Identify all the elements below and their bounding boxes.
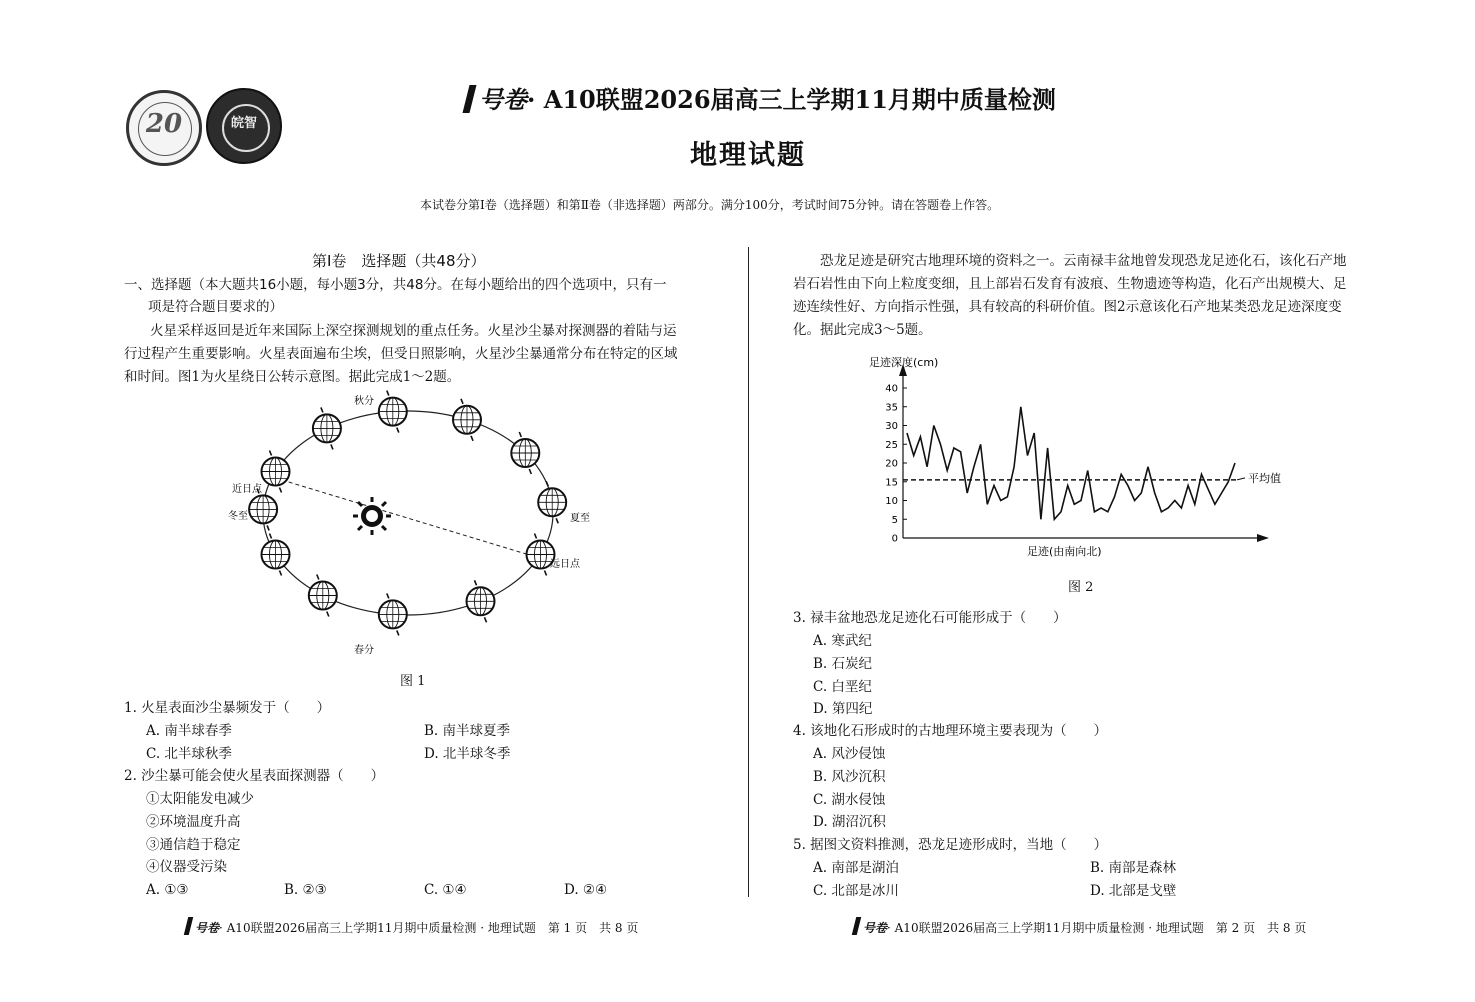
q1-option-a: A. 南半球春季 [146,723,232,739]
brand-name: 号卷 [479,85,527,114]
brand-mark-icon [463,85,477,113]
mars-globe-icon [313,407,341,449]
instruction-line-1: 一、选择题（本大题共16小题，每小题3分，共48分。在每小题给出的四个选项中，只有一 [124,277,667,293]
page-footer-left: 号卷· A10联盟2026届高三上学期11月期中质量检测 · 地理试题 第 1 页 共 8 页 [186,917,638,936]
q2-statement-2: ②环境温度升高 [146,814,241,830]
passage-line: 火星采样返回是近年来国际上深空探测规划的重点任务。火星沙尘暴对探测器的着陆与运 [150,323,677,339]
anniversary-seal: 20 [126,90,202,166]
q2-option-b: B. ②③ [284,882,327,898]
q1-option-b: B. 南半球夏季 [424,723,511,739]
q5-stem: 5. 据图文资料推测，恐龙足迹形成时，当地（ ） [793,837,1108,853]
x-axis-label: 足迹(由南向北) [1027,545,1102,558]
y-tick-label: 25 [885,439,898,451]
education-seal: 皖智 [206,88,282,164]
passage-line: 岩石岩性由下向上粒度变细，且上部岩石发育有波痕、生物遗迹等构造，化石产出规模大、足 [793,276,1347,292]
q4-option-a: A. 风沙侵蚀 [813,746,886,762]
exam-title: 号卷· A10联盟2026届高三上学期11月期中质量检测 [466,80,1056,115]
q3-option-b: B. 石炭纪 [813,656,873,672]
label-winter-solstice: 冬至 [228,511,248,522]
y-axis-label: 足迹深度(cm) [869,356,939,369]
mars-globe-icon [511,432,539,474]
mars-globe-icon [309,575,337,617]
label-aphelion: 远日点 [550,559,580,570]
q3-option-a: A. 寒武纪 [813,633,872,649]
mars-globe-icon [262,534,290,576]
y-tick-label: 0 [891,533,898,545]
mars-globe-icon [379,391,407,433]
figure1-caption: 图 1 [400,674,426,689]
mean-leader [1237,478,1245,480]
q5-option-b: B. 南部是森林 [1090,860,1177,876]
mars-globe-icon [467,580,495,622]
figure2-caption: 图 2 [1068,580,1094,595]
passage-line: 化。据此完成3～5题。 [793,322,932,338]
passage-line: 行过程产生重要影响。火星表面遍布尘埃，但受日照影响，火星沙尘暴通常分布在特定的区域 [124,346,678,362]
mars-globe-icon [538,481,566,523]
column-divider [748,247,749,897]
section-title: 第Ⅰ卷 选择题（共48分） [312,252,486,270]
q2-statement-3: ③通信趋于稳定 [146,837,241,853]
label-perihelion: 近日点 [232,484,262,495]
q2-option-c: C. ①④ [424,882,467,898]
mars-globe-icon [262,451,290,493]
y-tick-label: 10 [885,496,898,507]
q3-option-c: C. 白垩纪 [813,679,872,695]
q5-option-a: A. 南部是湖泊 [813,860,899,876]
q3-stem: 3. 禄丰盆地恐龙足迹化石可能形成于（ ） [793,610,1067,626]
x-axis-arrow-icon [1257,534,1269,542]
q3-option-d: D. 第四纪 [813,701,873,717]
series-line [907,407,1235,520]
mars-globe-icon [453,399,481,441]
y-tick-label: 20 [885,458,898,470]
q4-option-c: C. 湖水侵蚀 [813,792,886,808]
q4-option-b: B. 风沙沉积 [813,769,886,785]
label-spring-equinox: 春分 [354,645,374,656]
label-summer-solstice: 夏至 [570,513,590,524]
q4-option-d: D. 湖沼沉积 [813,814,886,830]
mars-globe-icon [379,593,407,635]
apsis-line [282,480,546,560]
q4-stem: 4. 该地化石形成时的古地理环境主要表现为（ ） [793,723,1108,739]
passage-line: 恐龙足迹是研究古地理环境的资料之一。云南禄丰盆地曾发现恐龙足迹化石，该化石产地 [820,253,1347,269]
q1-option-c: C. 北半球秋季 [146,746,232,762]
q2-stem: 2. 沙尘暴可能会使火星表面探测器（ ） [124,768,385,784]
q2-statement-4: ④仪器受污染 [146,859,227,875]
sun-icon [353,497,391,535]
orbit-ellipse [263,411,553,615]
q1-stem: 1. 火星表面沙尘暴频发于（ ） [124,700,331,716]
q2-option-d: D. ②④ [564,882,608,898]
q1-option-d: D. 北半球冬季 [424,746,511,762]
footprint-depth-chart [855,348,1305,573]
brand-mark-icon [184,917,193,935]
q2-option-a: A. ①③ [146,882,189,898]
mars-orbit-diagram [220,388,600,660]
passage-line: 和时间。图1为火星绕日公转示意图。据此完成1～2题。 [124,369,461,385]
q5-option-d: D. 北部是戈壁 [1090,883,1177,899]
passage-line: 迹连续性好、方向指示性强，具有较高的科研价值。图2示意该化石产地某类恐龙足迹深度变 [793,299,1342,315]
mean-label: 平均值 [1248,471,1281,485]
page-footer-right: 号卷· A10联盟2026届高三上学期11月期中质量检测 · 地理试题 第 2 页 共 8 页 [854,917,1306,936]
y-tick-label: 15 [885,477,898,489]
q2-statement-1: ①太阳能发电减少 [146,791,254,807]
y-tick-label: 30 [885,421,898,432]
instruction-line-2: 项是符合题目要求的） [148,299,283,315]
label-autumn-equinox: 秋分 [354,396,374,407]
subject-title: 地理试题 [690,140,806,171]
y-tick-label: 40 [885,383,898,395]
y-tick-label: 5 [891,514,898,526]
q5-option-c: C. 北部是冰川 [813,883,899,899]
brand-mark-icon [852,917,861,935]
y-tick-label: 35 [885,402,898,414]
exam-intro: 本试卷分第Ⅰ卷（选择题）和第Ⅱ卷（非选择题）两部分。满分100分，考试时间75分钟。请在答题卷上作答。 [420,198,1000,212]
